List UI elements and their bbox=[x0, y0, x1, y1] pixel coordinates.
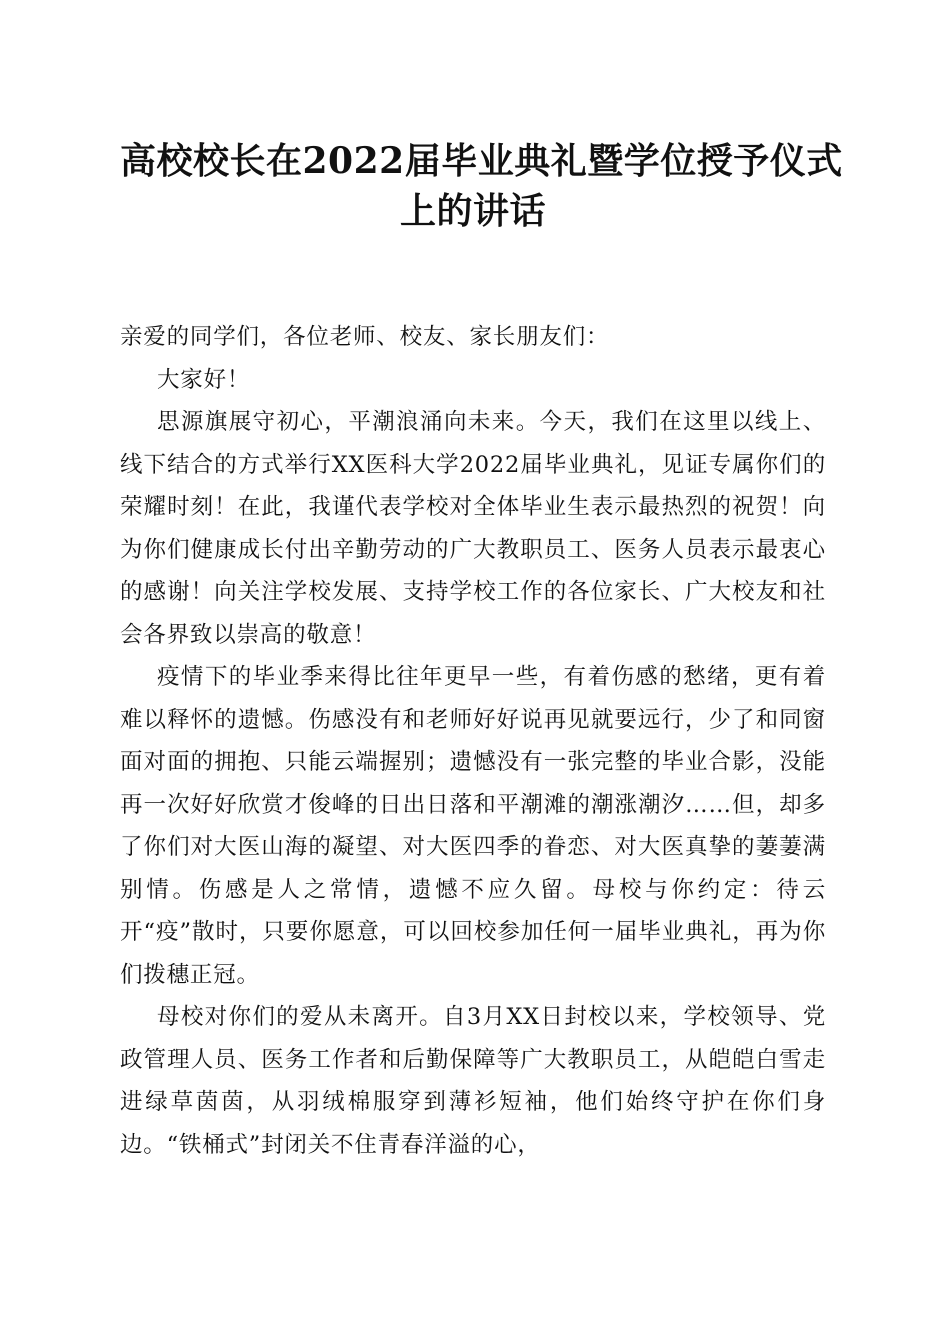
greeting: 大家好！ bbox=[157, 366, 251, 393]
paragraph-2: 疫情下的毕业季来得比往年更早一些，有着伤感的愁绪，更有着难以释怀的遗憾。伤感没有和老师好好说再见就要远行，少了和同窗面对面的拥抱、只能云端握别；遗憾没有一张完整的毕业合影，没能再一次好好欣赏才俊峰的日出日落和平潮滩的潮涨潮汐……但，却多了你们对大医山海的凝望、对大医四季的眷恋、对大医真挚的萋萋满别情。伤感是人之常情，遗憾不应久留。母校与你约定：待云开“疫”散时，只要你愿意，可以回校参加任何一届毕业典礼，再为你们拨穗正冠。 bbox=[120, 664, 826, 988]
document-title bbox=[120, 136, 843, 236]
paragraph-1: 思源旗展守初心，平潮浪涌向未来。今天，我们在这里以线上、线下结合的方式举行XX医科大学2022届毕业典礼，见证专属你们的荣耀时刻！在此，我谨代表学校对全体毕业生表示最热烈的祝贺！向为你们健康成长付出辛勤劳动的广大教职员工、医务人员表示最衷心的感谢！向关注学校发展、支持学校工作的各位家长、广大校友和社会各界致以崇高的敬意！ bbox=[120, 409, 826, 648]
document-page bbox=[120, 136, 843, 1166]
salutation: 亲爱的同学们，各位老师、校友、家长朋友们： bbox=[120, 324, 610, 350]
title-line-1: 高校校长在2022届毕业典礼暨学位授予仪式 bbox=[120, 140, 843, 182]
speech-body bbox=[120, 316, 826, 1166]
title-line-2: 上的讲话 bbox=[399, 190, 546, 232]
paragraph-3: 母校对你们的爱从未离开。自3月XX日封校以来，学校领导、党政管理人员、医务工作者和后勤保障等广大教职员工，从皑皑白雪走进绿草茵茵，从羽绒棉服穿到薄衫短袖，他们始终守护在你们身边。“铁桶式”封闭关不住青春洋溢的心， bbox=[120, 1004, 826, 1158]
